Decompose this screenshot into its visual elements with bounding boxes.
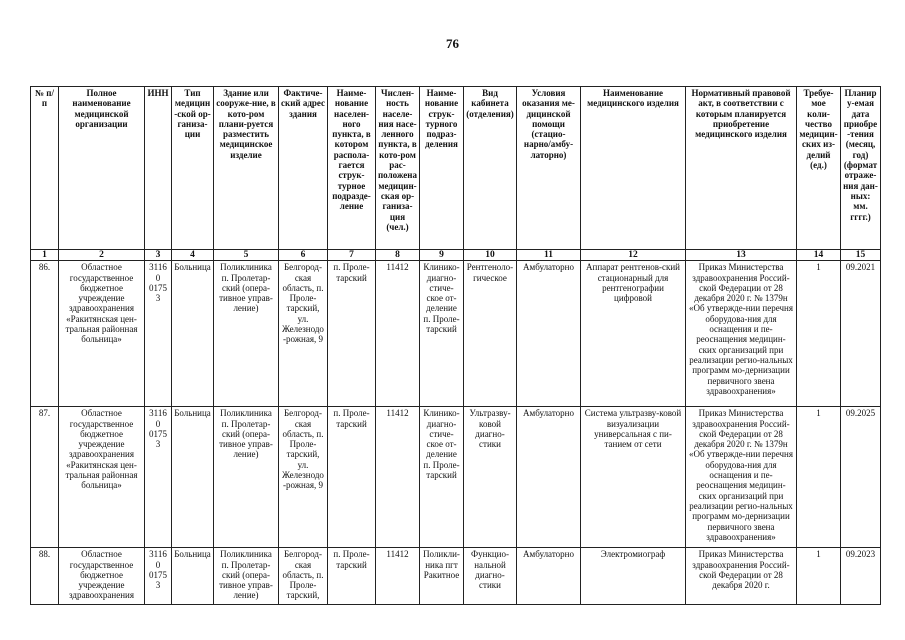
inn: 31160 01753	[145, 407, 172, 548]
unit: Поликли-ника пгт Ракитное	[420, 548, 464, 605]
cabinet: Функцио-нальной диагно-стики	[464, 548, 517, 605]
table-row	[31, 548, 881, 605]
inn: 31160 01753	[145, 548, 172, 605]
column-number: 9	[420, 250, 464, 261]
header-act: Нормативный правовой акт, в соответствии с которым планируется приобретение медицинского изделия	[686, 87, 797, 250]
population: 11412	[376, 261, 420, 407]
conditions: Амбулаторно	[517, 261, 581, 407]
row-number: 87.	[31, 407, 59, 548]
legal-act: Приказ Министерства здравоохранения Россий-ской Федерации от 28 декабря 2020 г.	[686, 548, 797, 605]
column-number: 2	[59, 250, 145, 261]
purchase-date: 09.2021	[841, 261, 881, 407]
org-name: Областное государственное бюджетное учреждение здравоохранения «Ракитянская цен-тральная районная больница»	[59, 261, 145, 407]
legal-act: Приказ Министерства здравоохранения Россий-ской Федерации от 28 декабря 2020 г. № 1379н «Об утвержде-нии перечня оборудова-ния для оснащения и пе-реоснащения медицин-ских организаций при реализации регио-нальных программ мо-дернизации первичного звена здравоохранения»	[686, 261, 797, 407]
header-row	[31, 87, 881, 250]
conditions: Амбулаторно	[517, 548, 581, 605]
building: Поликлиника п. Пролетар-ский (опера-тивное управ-ление)	[214, 407, 279, 548]
row-number: 86.	[31, 261, 59, 407]
header-type: Тип медицин-ской ор-ганиза-ции	[172, 87, 214, 250]
header-num: № п/п	[31, 87, 59, 250]
settlement: п. Проле-тарский	[328, 261, 376, 407]
column-number: 13	[686, 250, 797, 261]
column-number: 12	[581, 250, 686, 261]
column-number-row	[31, 250, 881, 261]
settlement: п. Проле-тарский	[328, 407, 376, 548]
quantity: 1	[797, 407, 841, 548]
org-name: Областное государственное бюджетное учреждение здравоохранения «Ракитянская цен-тральная районная больница»	[59, 407, 145, 548]
cabinet: Рентгеноло-гическое	[464, 261, 517, 407]
row-number: 88.	[31, 548, 59, 605]
purchase-date: 09.2023	[841, 548, 881, 605]
conditions: Амбулаторно	[517, 407, 581, 548]
page-number: 76	[446, 36, 459, 51]
header-address: Фактиче-ский адрес здания	[279, 87, 328, 250]
header-inn: ИНН	[145, 87, 172, 250]
org-type: Больница	[172, 407, 214, 548]
column-number: 10	[464, 250, 517, 261]
column-number: 14	[797, 250, 841, 261]
header-cabinet: Вид кабинета (отделения)	[464, 87, 517, 250]
inn: 31160 01753	[145, 261, 172, 407]
purchase-date: 09.2025	[841, 407, 881, 548]
column-number: 3	[145, 250, 172, 261]
header-date: Планиру-емая дата приобре-тения (месяц, год) (формат отраже-ния дан-ных: мм. гггг.)	[841, 87, 881, 250]
column-number: 15	[841, 250, 881, 261]
table-row	[31, 261, 881, 407]
org-type: Больница	[172, 548, 214, 605]
settlement: п. Проле-тарский	[328, 548, 376, 605]
header-qty: Требуе-мое коли-чество медицин-ских из-делий (ед.)	[797, 87, 841, 250]
column-number: 7	[328, 250, 376, 261]
building: Поликлиника п. Пролетар-ский (опера-тивное управ-ление)	[214, 261, 279, 407]
header-conditions: Условия оказания ме-дицинской помощи (стацио-нарно/амбу-латорно)	[517, 87, 581, 250]
table-row	[31, 407, 881, 548]
header-building: Здание или сооруже-ние, в кото-ром плани-руется разместить медицинское изделие	[214, 87, 279, 250]
header-unit: Наиме-нование струк-турного подраз-деления	[420, 87, 464, 250]
equipment-table	[30, 86, 881, 605]
column-number: 6	[279, 250, 328, 261]
header-population: Числен-ность населе-ния насе-ленного пункта, в кото-ром рас-положена медицин-ская ор-ганиза-ция (чел.)	[376, 87, 420, 250]
header-device: Наименование медицинского изделия	[581, 87, 686, 250]
cabinet: Ультразву-ковой диагно-стики	[464, 407, 517, 548]
column-number: 1	[31, 250, 59, 261]
column-number: 4	[172, 250, 214, 261]
org-type: Больница	[172, 261, 214, 407]
header-org: Полное наименование медицинской организации	[59, 87, 145, 250]
address: Белгород-ская область, п. Проле-тарский, ул. Железнодо-рожная, 9	[279, 261, 328, 407]
column-number: 8	[376, 250, 420, 261]
column-number: 5	[214, 250, 279, 261]
quantity: 1	[797, 548, 841, 605]
device: Система ультразву-ковой визуализации универсальная с пи-танием от сети	[581, 407, 686, 548]
unit: Клинико-диагно-стиче-ское от-деление п. Проле-тарский	[420, 261, 464, 407]
header-settlement: Наиме-нование населен-ного пункта, в котором распола-гается струк-турное подразде-ление	[328, 87, 376, 250]
device: Аппарат рентгенов-ский стационарный для рентгенографии цифровой	[581, 261, 686, 407]
population: 11412	[376, 407, 420, 548]
building: Поликлиника п. Пролетар-ский (опера-тивное управ-ление)	[214, 548, 279, 605]
population: 11412	[376, 548, 420, 605]
address: Белгород-ская область, п. Проле-тарский, ул. Железнодо-рожная, 9	[279, 407, 328, 548]
column-number: 11	[517, 250, 581, 261]
unit: Клинико-диагно-стиче-ское от-деление п. Проле-тарский	[420, 407, 464, 548]
legal-act: Приказ Министерства здравоохранения Россий-ской Федерации от 28 декабря 2020 г. № 1379н «Об утвержде-нии перечня оборудова-ния для оснащения и пе-реоснащения медицин-ских организаций при реализации регио-нальных программ мо-дернизации первичного звена здравоохранения»	[686, 407, 797, 548]
address: Белгород-ская область, п. Проле-тарский,	[279, 548, 328, 605]
device: Электромиограф	[581, 548, 686, 605]
org-name: Областное государственное бюджетное учреждение здравоохранения	[59, 548, 145, 605]
quantity: 1	[797, 261, 841, 407]
